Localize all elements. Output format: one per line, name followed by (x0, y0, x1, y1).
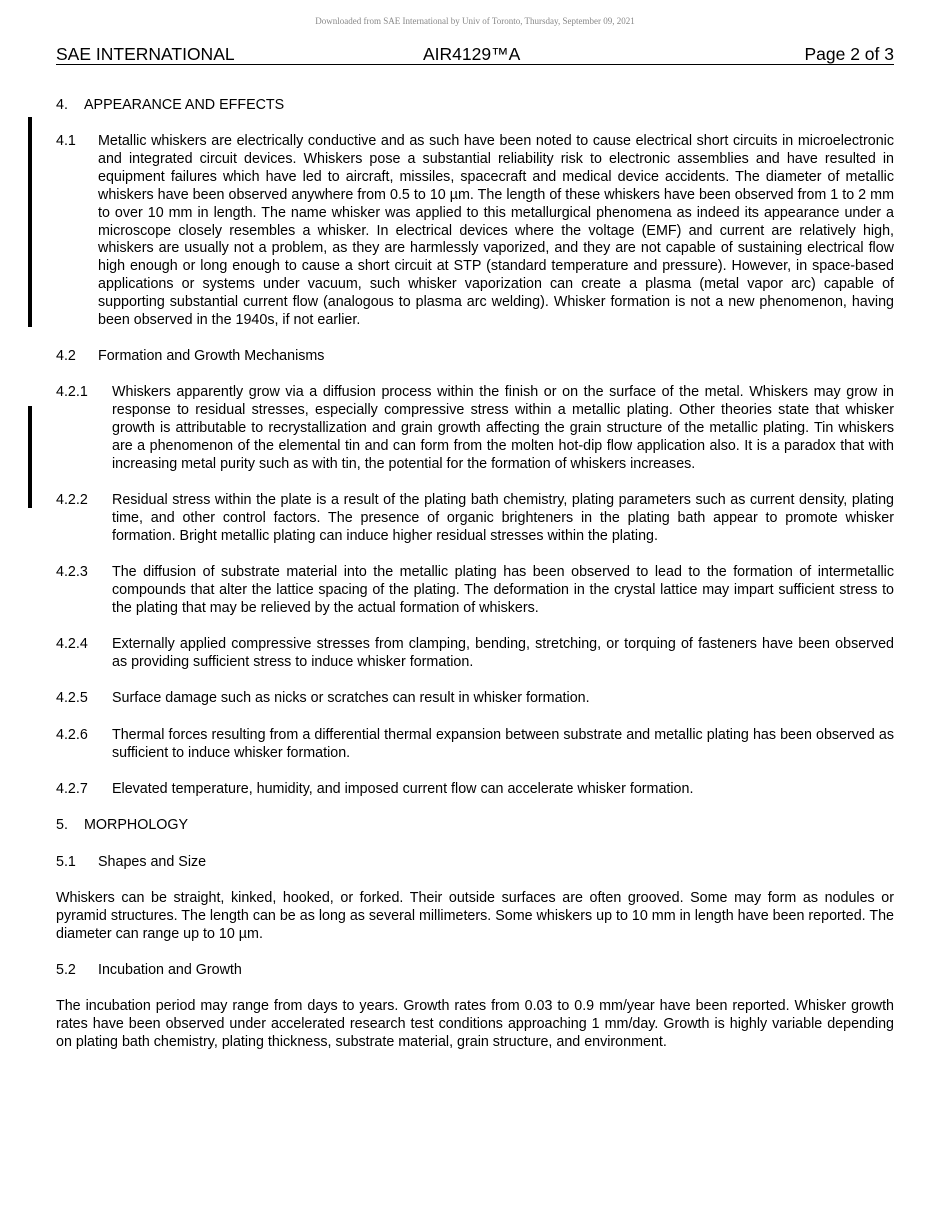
page-header (56, 44, 894, 65)
clause-text: Metallic whiskers are electrically conductive and as such have been noted to cause electrical short circuits in microelectronic and integrated circuit devices. Whiskers pose a substantial reliability risk to electronic assemblies and have resulted in equipment failures which have led to aircraft, missiles, spacecraft and medical device accidents. The diameter of metallic whiskers have been observed anywhere from 0.5 to 10 µm. The length of these whiskers have been observed from 1 to 2 mm to over 10 mm in length. The name whisker was applied to this metallurgical phenomena as indeed its appearance under a microscope closely resembles a whisker. In electrical devices where the voltage (EMF) and current are relatively high, whiskers are usually not a problem, as they are harmlessly vaporized, and they are not capable of sustaining electrical flow high enough or long enough to cause a short circuit at STP (standard temperature and pressure). However, in space-based applications or systems under vacuum, such whisker vaporization can create a plasma (metal vapor arc) capable of supporting substantial current flow (analogous to plasma arc welding). Whisker formation is not a new phenomenon, having been observed in the 1940s, if not earlier. (98, 133, 894, 328)
subsection-number: 5.1 (56, 853, 76, 870)
revision-change-bar (28, 406, 32, 508)
body-paragraph: Whiskers can be straight, kinked, hooked, or forked. Their outside surfaces are often grooved. Some may form as nodules or pyramid structures. The length can be as long as several millimeters. Some whiskers up to 10 mm in length have been reported. The diameter can range up to 10 µm. (56, 890, 894, 942)
clause-number: 4.2.7 (56, 780, 88, 797)
subsection-heading (56, 962, 894, 980)
clause (56, 727, 894, 763)
clause-number: 4.2.5 (56, 690, 88, 707)
subsection-title: Formation and Growth Mechanisms (98, 348, 325, 365)
document-number: AIR4129™A (423, 44, 521, 64)
clause-number: 4.2.4 (56, 636, 88, 653)
clause (56, 690, 894, 708)
clause-number: 4.2.2 (56, 492, 88, 509)
organization-name: SAE INTERNATIONAL (56, 44, 235, 64)
section-number: 4. (56, 97, 68, 113)
section-heading (56, 817, 894, 835)
clause (56, 636, 894, 672)
section-heading (56, 97, 894, 115)
clause-number: 4.2.6 (56, 726, 88, 743)
section-number: 5. (56, 817, 68, 834)
clause-text: Elevated temperature, humidity, and imposed current flow can accelerate whisker formation. (112, 780, 694, 797)
clause (56, 492, 894, 546)
clause-text: Surface damage such as nicks or scratches can result in whisker formation. (112, 690, 590, 707)
clause-text: Thermal forces resulting from a differential thermal expansion between substrate and metallic plating has been observed as sufficient to induce whisker formation. (112, 726, 894, 761)
section-title: MORPHOLOGY (84, 817, 189, 834)
clause-text: Externally applied compressive stresses from clamping, bending, stretching, or torquing of fasteners have been observed as providing sufficient stress to induce whisker formation. (112, 636, 894, 671)
subsection-heading (56, 348, 894, 366)
clause-number: 4.2.1 (56, 384, 88, 401)
page-number: Page 2 of 3 (804, 44, 894, 64)
document-body (56, 97, 894, 1070)
revision-change-bar (28, 117, 32, 327)
subsection-number: 4.2 (56, 348, 76, 365)
section-title: APPEARANCE AND EFFECTS (84, 97, 285, 113)
subsection-title: Incubation and Growth (98, 962, 242, 979)
clause (56, 564, 894, 618)
clause-text: The diffusion of substrate material into the metallic plating has been observed to lead to the formation of intermetallic compounds that alter the lattice spacing of the plating. The deformation in the crystal lattice may impart sufficient stress to the plating that may be relieved by the actual formation of whiskers. (112, 564, 894, 616)
clause-text: Whiskers apparently grow via a diffusion process within the finish or on the surface of the metal. Whiskers may grow in response to residual stresses, especially compressive stress within a metallic plating. Other theories state that whisker growth is attributable to recrystallization and grain growth affecting the grain structure of the metallic plating. Tin whiskers are a phenomenon of the elemental tin and can form from the molten hot-dip flow application also. It is a paradox that with increasing metal purity such as with tin, the potential for the formation of whiskers increases. (112, 384, 894, 472)
clause (56, 133, 894, 329)
subsection-number: 5.2 (56, 962, 76, 979)
subsection-title: Shapes and Size (98, 853, 207, 870)
clause-number: 4.2.3 (56, 564, 88, 581)
clause-text: Residual stress within the plate is a result of the plating bath chemistry, plating parameters such as current density, plating time, and other control factors. The presence of organic brighteners in the plating bath appear to promote whisker formation. Bright metallic plating can induce higher residual stresses within the plating. (112, 492, 894, 544)
clause-number: 4.1 (56, 133, 76, 150)
subsection-heading (56, 854, 894, 872)
download-notice: Downloaded from SAE International by Univ of Toronto, Thursday, September 09, 2021 (315, 16, 635, 26)
clause (56, 781, 894, 799)
clause (56, 384, 894, 473)
body-paragraph: The incubation period may range from days to years. Growth rates from 0.03 to 0.9 mm/year have been reported. Whisker growth rates have been observed under accelerated research test conditions approaching 1 mm/day. Growth is highly variable depending on plating bath chemistry, plating thickness, substrate material, grain structure, and environment. (56, 998, 894, 1051)
